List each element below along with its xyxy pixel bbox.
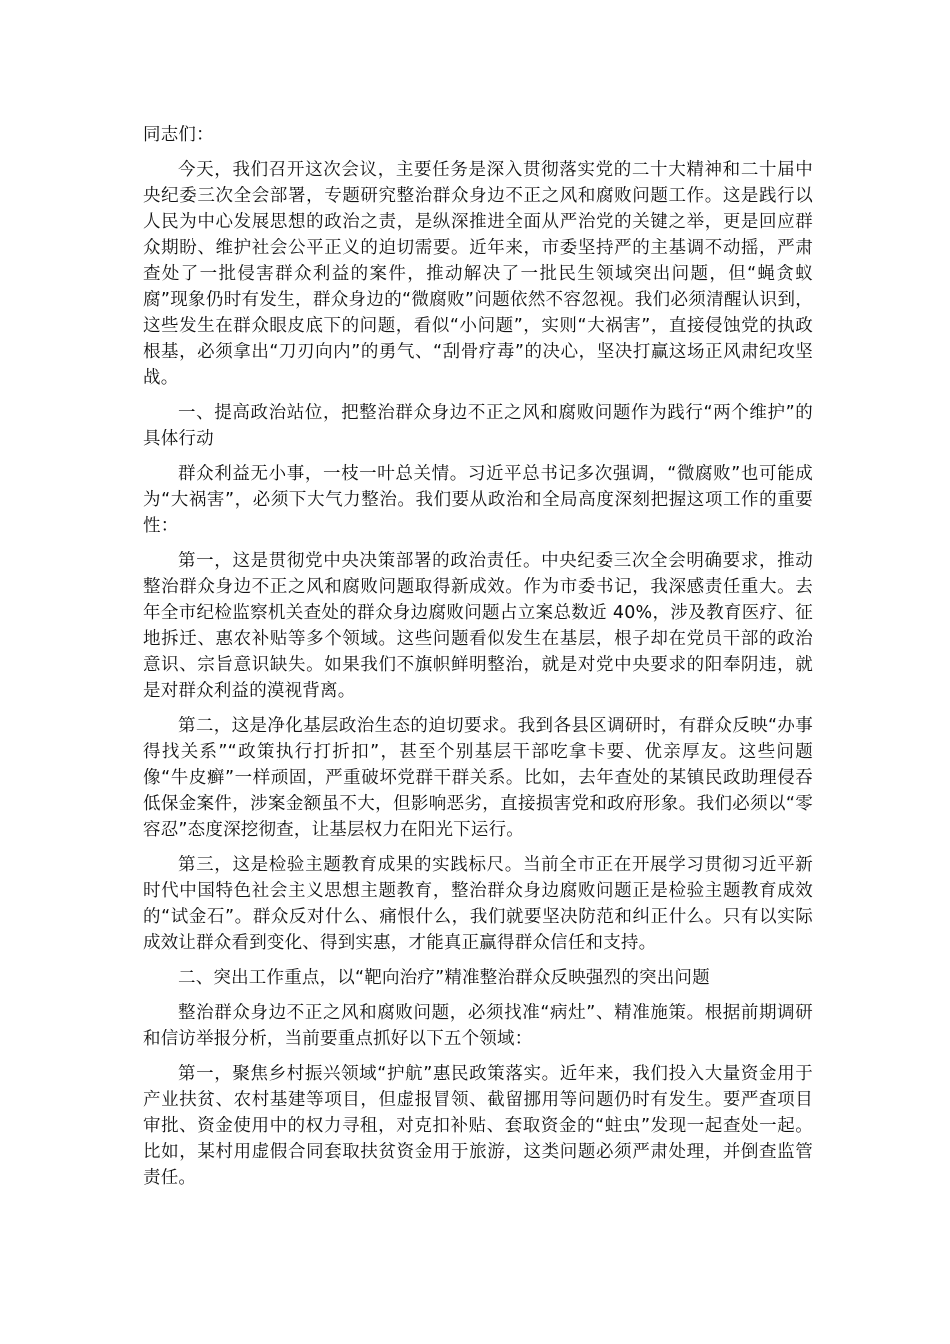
- paragraph-section1-point3: 第三，这是检验主题教育成果的实践标尺。当前全市正在开展学习贯彻习近平新时代中国特色社会主义思想主题教育，整治群众身边腐败问题正是检验主题教育成效的“试金石”。群众反对什么、痛恨什么，我们就要坚决防范和纠正什么。只有以实际成效让群众看到变化、得到实惠，才能真正赢得群众信任和支持。: [143, 855, 813, 953]
- paragraph-section1-point1: 第一，这是贯彻党中央决策部署的政治责任。中央纪委三次全会明确要求，推动整治群众身边不正之风和腐败问题取得新成效。作为市委书记，我深感责任重大。去年全市纪检监察机关查处的群众身边腐败问题占立案总数近 40%，涉及教育医疗、征地拆迁、惠农补贴等多个领域。这些问题看似发生在基层，根子却在党员干部的政治意识、宗旨意识缺失。如果我们不旗帜鲜明整治，就是对党中央要求的阳奉阴违，就是对群众利益的漠视背离。: [143, 551, 813, 701]
- paragraph-section2-point1: 第一，聚焦乡村振兴领域“护航”惠民政策落实。近年来，我们投入大量资金用于产业扶贫、农村基建等项目，但虚报冒领、截留挪用等问题仍时有发生。要严查项目审批、资金使用中的权力寻租，对克扣补贴、套取资金的“蛀虫”发现一起查处一起。比如，某村用虚假合同套取扶贫资金用于旅游，这类问题必须严肃处理，并倒查监管责任。: [143, 1064, 813, 1188]
- salutation: 同志们：: [143, 125, 214, 145]
- document-page: [143, 122, 813, 1200]
- section-heading-2: 二、突出工作重点，以“靶向治疗”精准整治群众反映强烈的突出问题: [178, 968, 710, 988]
- paragraph-section1-point2: 第二，这是净化基层政治生态的迫切要求。我到各县区调研时，有群众反映“办事得找关系”“政策执行打折扣”，甚至个别基层干部吃拿卡要、优亲厚友。这些问题像“牛皮癣”一样顽固，严重破坏党群干群关系。比如，去年查处的某镇民政助理侵吞低保金案件，涉案金额虽不大，但影响恶劣，直接损害党和政府形象。我们必须以“零容忍”态度深挖彻查，让基层权力在阳光下运行。: [143, 716, 813, 840]
- paragraph-section2-intro: 整治群众身边不正之风和腐败问题，必须找准“病灶”、精准施策。根据前期调研和信访举报分析，当前要重点抓好以下五个领域：: [143, 1003, 813, 1049]
- section-heading-1: 一、提高政治站位，把整治群众身边不正之风和腐败问题作为践行“两个维护”的具体行动: [143, 403, 813, 449]
- paragraph-intro: 今天，我们召开这次会议，主要任务是深入贯彻落实党的二十大精神和二十届中央纪委三次全会部署，专题研究整治群众身边不正之风和腐败问题工作。这是践行以人民为中心发展思想的政治之责，是纵深推进全面从严治党的关键之举，更是回应群众期盼、维护社会公平正义的迫切需要。近年来，市委坚持严的主基调不动摇，严肃查处了一批侵害群众利益的案件，推动解决了一批民生领域突出问题，但“蝇贪蚁腐”现象仍时有发生，群众身边的“微腐败”问题依然不容忽视。我们必须清醒认识到，这些发生在群众眼皮底下的问题，看似“小问题”，实则“大祸害”，直接侵蚀党的执政根基，必须拿出“刀刃向内”的勇气、“刮骨疗毒”的决心，坚决打赢这场正风肃纪攻坚战。: [143, 160, 813, 388]
- paragraph-section1-intro: 群众利益无小事，一枝一叶总关情。习近平总书记多次强调，“微腐败”也可能成为“大祸害”，必须下大气力整治。我们要从政治和全局高度深刻把握这项工作的重要性：: [143, 464, 813, 536]
